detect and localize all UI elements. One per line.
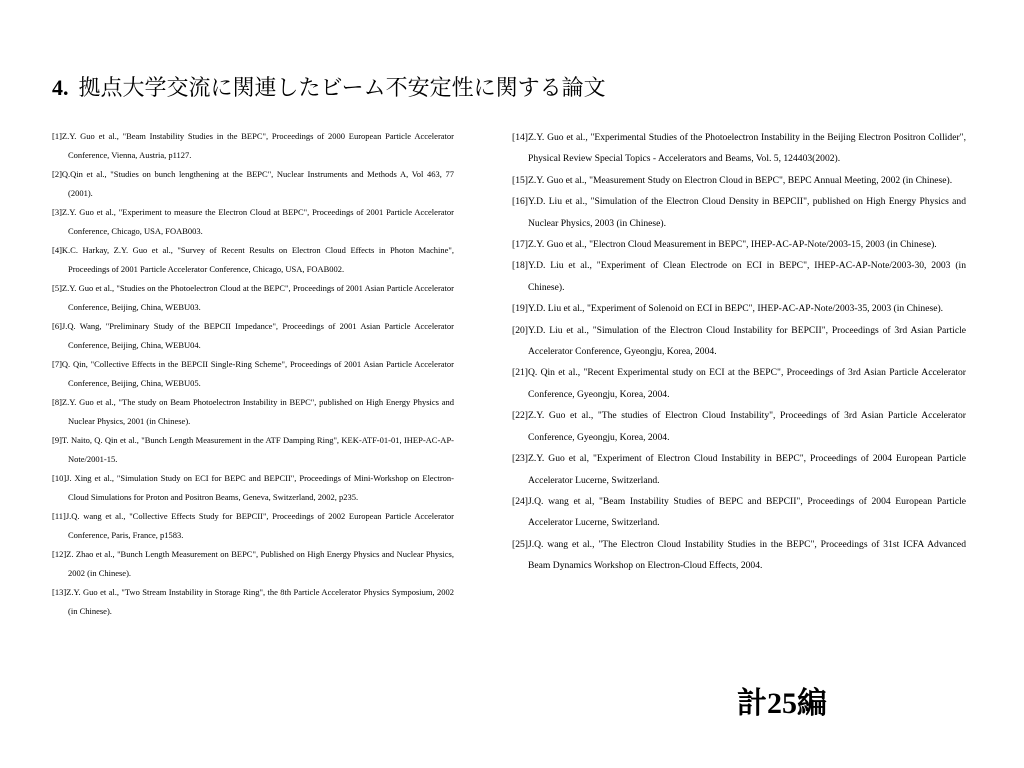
section-heading: 拠点大学交流に関連したビーム不安定性に関する論文: [78, 75, 606, 100]
reference-item: [17]Z.Y. Guo et al., "Electron Cloud Measurement in BEPC", IHEP-AC-AP-Note/2003-15, 2003 (in Chinese).: [512, 239, 937, 251]
reference-item: [18]Y.D. Liu et al., "Experiment of Clean Electrode on ECI in BEPC", IHEP-AC-AP-Note/2003-30, 2003 (in Chinese).: [512, 260, 966, 293]
reference-item: [4]K.C. Harkay, Z.Y. Guo et al., "Survey of Recent Results on Electron Cloud Effects in Photon Machine", Proceedings of 2001 Particle Accelerator Conference, Chicago, USA, FOAB002.: [52, 245, 454, 274]
reference-item: [22]Z.Y. Guo et al., "The studies of Electron Cloud Instability", Proceedings of 3rd Asian Particle Accelerator Conference, Gyeongju, Korea, 2004.: [512, 410, 966, 443]
total-count: 計25編: [737, 687, 827, 720]
reference-item: [24]J.Q. wang et al, "Beam Instability Studies of BEPC and BEPCII", Proceedings of 2004 European Particle Accelerator Lucerne, Switzerland.: [512, 495, 966, 529]
reference-item: [15]Z.Y. Guo et al., "Measurement Study on Electron Cloud in BEPC", BEPC Annual Meeting, 2002 (in Chinese).: [512, 174, 953, 186]
reference-item: [20]Y.D. Liu et al., "Simulation of the Electron Cloud Instability for BEPCII", Proceedings of 3rd Asian Particle Accelerator Conference, Gyeongju, Korea, 2004.: [512, 324, 966, 358]
reference-item: [1]Z.Y. Guo et al., "Beam Instability Studies in the BEPC", Proceedings of 2000 European Particle Accelerator Conference, Vienna, Austria, p1127.: [52, 131, 454, 160]
reference-list-left: [52, 127, 454, 621]
reference-item: [13]Z.Y. Guo et al., "Two Stream Instability in Storage Ring", the 8th Particle Accelerator Physics Symposium, 2002 (in Chinese).: [52, 587, 454, 616]
reference-list-right: [512, 127, 966, 577]
reference-item: [23]Z.Y. Guo et al, "Experiment of Electron Cloud Instability in BEPC", Proceedings of 2004 European Particle Accelerator Lucerne, Switzerland.: [512, 453, 966, 486]
reference-item: [25]J.Q. wang et al., "The Electron Cloud Instability Studies in the BEPC", Proceedings of 31st ICFA Advanced Beam Dynamics Workshop on Electron-Cloud Effects, 2004.: [512, 538, 966, 572]
reference-item: [21]Q. Qin et al., "Recent Experimental study on ECI at the BEPC", Proceedings of 3rd Asian Particle Accelerator Conference, Gyeongju, Korea, 2004.: [512, 367, 966, 400]
reference-item: [10]J. Xing et al., "Simulation Study on ECI for BEPC and BEPCII", Proceedings of Mini-Workshop on Electron-Cloud Simulations for Proton and Positron Beams, Geneva, Switzerland, 2002, p235.: [52, 473, 454, 502]
reference-item: [7]Q. Qin, "Collective Effects in the BEPCII Single-Ring Scheme", Proceedings of 2001 Asian Particle Accelerator Conference, Beijing, China, WEBU05.: [52, 359, 454, 388]
reference-item: [9]T. Naito, Q. Qin et al., "Bunch Length Measurement in the ATF Damping Ring", KEK-ATF-01-01, IHEP-AC-AP-Note/2001-15.: [52, 435, 454, 464]
reference-item: [11]J.Q. wang et al., "Collective Effects Study for BEPCII", Proceedings of 2002 European Particle Accelerator Conference, Paris, France, p1583.: [52, 511, 454, 540]
reference-item: [6]J.Q. Wang, "Preliminary Study of the BEPCII Impedance", Proceedings of 2001 Asian Particle Accelerator Conference, Beijing, China, WEBU04.: [52, 321, 454, 350]
reference-item: [8]Z.Y. Guo et al., "The study on Beam Photoelectron Instability in BEPC", published on High Energy Physics and Nuclear Physics, 2001 (in Chinese).: [52, 397, 454, 426]
section-number: 4.: [52, 75, 69, 100]
reference-item: [19]Y.D. Liu et al., "Experiment of Solenoid on ECI in BEPC", IHEP-AC-AP-Note/2003-35, 2003 (in Chinese).: [512, 303, 944, 315]
reference-item: [3]Z.Y. Guo et al., "Experiment to measure the Electron Cloud at BEPC", Proceedings of 2001 Particle Accelerator Conference, Chicago, USA, FOAB003.: [52, 207, 454, 236]
reference-item: [14]Z.Y. Guo et al., "Experimental Studies of the Photoelectron Instability in the Beijing Electron Positron Collider", Physical Review Special Topics - Accelerators and Beams, Vol. 5, 124403(2002).: [512, 132, 966, 165]
reference-item: [16]Y.D. Liu et al., "Simulation of the Electron Cloud Density in BEPCII", published on High Energy Physics and Nuclear Physics, 2003 (in Chinese).: [512, 196, 966, 229]
reference-item: [12]Z. Zhao et al., "Bunch Length Measurement on BEPC", Published on High Energy Physics and Nuclear Physics, 2002 (in Chinese).: [52, 549, 454, 578]
reference-item: [5]Z.Y. Guo et al., "Studies on the Photoelectron Cloud at the BEPC", Proceedings of 2001 Asian Particle Accelerator Conference, Beijing, China, WEBU03.: [52, 283, 454, 312]
reference-item: [2]Q.Qin et al., "Studies on bunch lengthening at the BEPC", Nuclear Instruments and Methods A, Vol 463, 77 (2001).: [52, 169, 454, 198]
page-title: [52, 73, 606, 103]
